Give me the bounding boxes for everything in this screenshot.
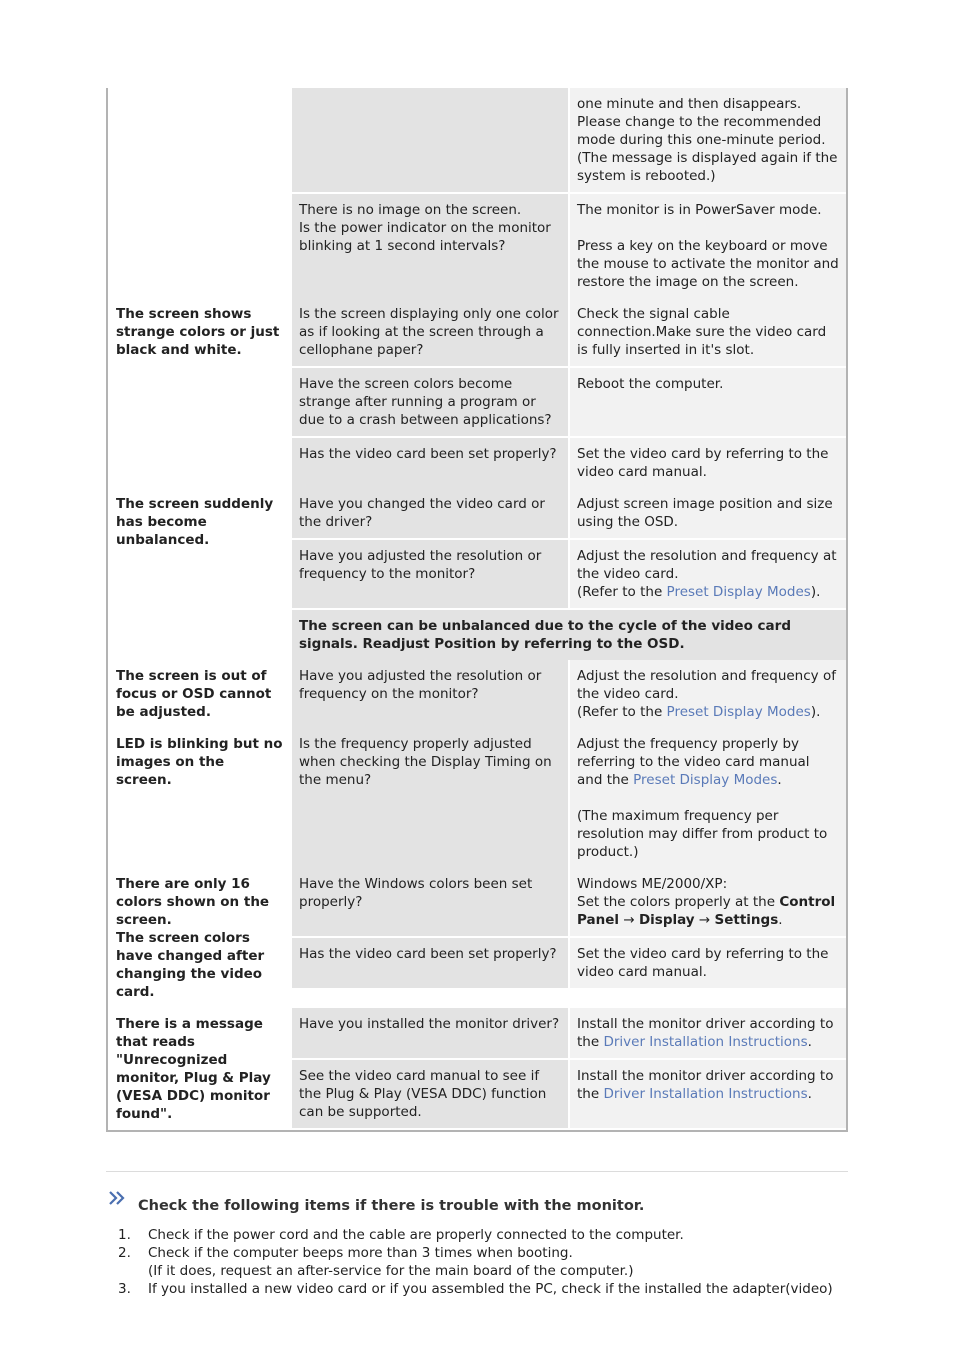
question-cell <box>292 1008 570 1058</box>
check-pairs <box>292 660 846 728</box>
answer-cell <box>570 868 846 936</box>
answer-text: one minute and then disappears. <box>577 96 802 112</box>
question-text: Is the frequency properly adjusted when checking the Display Timing on the menu? <box>299 736 552 788</box>
question-cell <box>292 938 570 988</box>
question-text: Have you adjusted the resolution or frequency on the monitor? <box>299 668 542 702</box>
table-row <box>108 88 846 298</box>
answer-text: Check the signal cable connection.Make sure the video card is fully inserted in it's slot. <box>577 306 827 358</box>
list-text <box>148 1280 833 1298</box>
reference-text: . <box>777 772 782 788</box>
list-number: 2. <box>118 1245 131 1261</box>
check-pair <box>292 660 846 728</box>
question-text: Has the video card been set properly? <box>299 946 557 962</box>
reference-text: . <box>807 1034 812 1050</box>
question-text: Has the video card been set properly? <box>299 446 557 462</box>
double-chevron-right-icon <box>108 1190 128 1206</box>
menu-path-item: Settings <box>714 912 779 928</box>
answer-cell <box>570 488 846 538</box>
check-pair <box>292 194 846 298</box>
check-pairs <box>292 488 846 660</box>
path-text: Set the colors properly at the <box>577 894 780 910</box>
spacer <box>577 219 839 237</box>
question-cell <box>292 728 570 868</box>
troubleshooting-table <box>106 88 848 1132</box>
check-pairs <box>292 1008 846 1130</box>
check-pair <box>292 488 846 540</box>
reference-line <box>577 703 839 721</box>
question-text: Have the screen colors become strange after running a program or due to a crash between applications? <box>299 376 552 428</box>
answer-text: Adjust screen image position and size using the OSD. <box>577 496 833 530</box>
list-line: If you installed a new video card or if you assembled the PC, check if the installed the adapter(video) <box>148 1281 833 1297</box>
answer-cell <box>570 298 846 366</box>
check-pair <box>292 938 846 988</box>
question-cell <box>292 438 570 488</box>
answer-text: Reboot the computer. <box>577 376 724 392</box>
reference-link[interactable]: Preset Display Modes <box>666 704 811 720</box>
answer-cell <box>570 728 846 868</box>
symptom-cell <box>108 1008 292 1130</box>
question-text: Have you installed the monitor driver? <box>299 1016 560 1032</box>
answer-text: Windows ME/2000/XP: <box>577 876 728 892</box>
table-row <box>108 1008 846 1130</box>
symptom-cell <box>108 488 292 660</box>
reference-text: . <box>807 1086 812 1102</box>
check-list <box>118 1226 858 1298</box>
check-pair <box>292 88 846 194</box>
answer-text: Adjust the resolution and frequency of the video card. <box>577 668 836 702</box>
check-pair <box>292 1060 846 1128</box>
reference-text: ). <box>810 584 821 600</box>
check-pairs <box>292 868 846 1008</box>
question-text: Have you adjusted the resolution or frequency to the monitor? <box>299 548 542 582</box>
menu-path-item: Control Panel <box>577 894 836 928</box>
answer-cell <box>570 88 846 192</box>
answer-cell <box>570 438 846 488</box>
reference-link[interactable]: Driver Installation Instructions <box>603 1086 808 1102</box>
table-row <box>108 660 846 728</box>
question-cell <box>292 660 570 728</box>
path-text: . <box>778 912 783 928</box>
question-cell <box>292 868 570 936</box>
reference-text: ). <box>810 704 821 720</box>
question-text: Is the screen displaying only one color as if looking at the screen through a cellophane paper? <box>299 306 559 358</box>
reference-text: (Refer to the <box>577 584 667 600</box>
check-pair <box>292 1008 846 1060</box>
symptom-text: The screen colors have changed after changing the video card. <box>116 930 265 1000</box>
question-text: Have you changed the video card or the driver? <box>299 496 545 530</box>
list-text <box>148 1226 684 1244</box>
list-line: (If it does, request an after-service for the main board of the computer.) <box>148 1263 634 1279</box>
table-row <box>108 488 846 660</box>
answer-text: Press a key on the keyboard or move the mouse to activate the monitor and restore the image on the screen. <box>577 238 839 290</box>
reference-line <box>577 1015 839 1051</box>
reference-text: (Refer to the <box>577 704 667 720</box>
symptom-text: The screen suddenly has become unbalanced. <box>116 496 274 548</box>
check-pairs <box>292 728 846 868</box>
reference-link[interactable]: Preset Display Modes <box>666 584 811 600</box>
check-pairs <box>292 298 846 488</box>
symptom-text: There is a message that reads "Unrecognized monitor, Plug & Play (VESA DDC) monitor found". <box>116 1016 271 1122</box>
list-number: 1. <box>118 1227 131 1243</box>
symptom-text: LED is blinking but no images on the screen. <box>116 736 283 788</box>
reference-link[interactable]: Preset Display Modes <box>633 772 778 788</box>
symptom-cell <box>108 298 292 488</box>
question-text: See the video card manual to see if the Plug & Play (VESA DDC) function can be supported. <box>299 1068 547 1120</box>
reference-line <box>577 583 839 601</box>
question-text: Is the power indicator on the monitor blinking at 1 second intervals? <box>299 220 551 254</box>
symptom-cell <box>108 660 292 728</box>
answer-text: Set the video card by referring to the video card manual. <box>577 446 829 480</box>
reference-text: Install the monitor driver according to the <box>577 1016 834 1050</box>
answer-text: (The message is displayed again if the system is rebooted.) <box>577 150 838 184</box>
answer-text: Please change to the recommended mode during this one-minute period. <box>577 114 826 148</box>
question-text: Have the Windows colors been set properly? <box>299 876 533 910</box>
question-cell <box>292 194 570 298</box>
answer-cell <box>570 194 846 298</box>
check-pair <box>292 540 846 610</box>
answer-text: (The maximum frequency per resolution may differ from product to product.) <box>577 808 828 860</box>
reference-text: Install the monitor driver according to the <box>577 1068 834 1102</box>
table-row <box>108 728 846 868</box>
question-cell <box>292 1060 570 1128</box>
list-number: 3. <box>118 1281 131 1297</box>
answer-cell <box>570 540 846 608</box>
symptom-cell <box>108 868 292 1008</box>
section-divider <box>106 1171 848 1172</box>
symptom-text: The screen shows strange colors or just black and white. <box>116 306 280 358</box>
question-cell <box>292 298 570 366</box>
check-pair <box>292 368 846 438</box>
question-cell <box>292 540 570 608</box>
symptom-text: There are only 16 colors shown on the screen. <box>116 876 270 928</box>
check-pair <box>292 298 846 368</box>
note-cell: The screen can be unbalanced due to the cycle of the video card signals. Readjust Position by referring to the OSD. <box>292 610 846 660</box>
check-pair <box>292 728 846 868</box>
spacer <box>577 789 839 807</box>
table-row <box>108 868 846 1008</box>
check-pair <box>292 868 846 938</box>
answer-cell <box>570 1060 846 1128</box>
symptom-cell <box>108 88 292 298</box>
question-text: There is no image on the screen. <box>299 202 522 218</box>
answer-cell <box>570 368 846 436</box>
list-text <box>148 1244 633 1280</box>
list-item <box>118 1226 858 1244</box>
symptom-cell <box>108 728 292 868</box>
reference-line <box>577 1067 839 1103</box>
answer-text: Adjust the resolution and frequency at the video card. <box>577 548 837 582</box>
path-text: → <box>619 912 639 928</box>
check-pairs <box>292 88 846 298</box>
list-item <box>118 1280 858 1298</box>
list-line: Check if the computer beeps more than 3 times when booting. <box>148 1245 573 1261</box>
settings-path <box>577 893 839 929</box>
question-cell <box>292 88 570 192</box>
section-heading: Check the following items if there is trouble with the monitor. <box>138 1198 645 1214</box>
menu-path-item: Display <box>638 912 695 928</box>
list-item <box>118 1244 858 1280</box>
reference-line <box>577 735 839 789</box>
answer-cell <box>570 660 846 728</box>
question-cell <box>292 368 570 436</box>
answer-text: The monitor is in PowerSaver mode. <box>577 202 822 218</box>
question-cell <box>292 488 570 538</box>
list-line: Check if the power cord and the cable are properly connected to the computer. <box>148 1227 684 1243</box>
table-row <box>108 298 846 488</box>
path-text: → <box>694 912 715 928</box>
answer-cell <box>570 938 846 988</box>
answer-text: Set the video card by referring to the video card manual. <box>577 946 829 980</box>
symptom-text: The screen is out of focus or OSD cannot be adjusted. <box>116 668 272 720</box>
check-pair <box>292 438 846 488</box>
reference-link[interactable]: Driver Installation Instructions <box>603 1034 808 1050</box>
reference-text: Adjust the frequency properly by referring to the video card manual and the <box>577 736 810 788</box>
answer-cell <box>570 1008 846 1058</box>
